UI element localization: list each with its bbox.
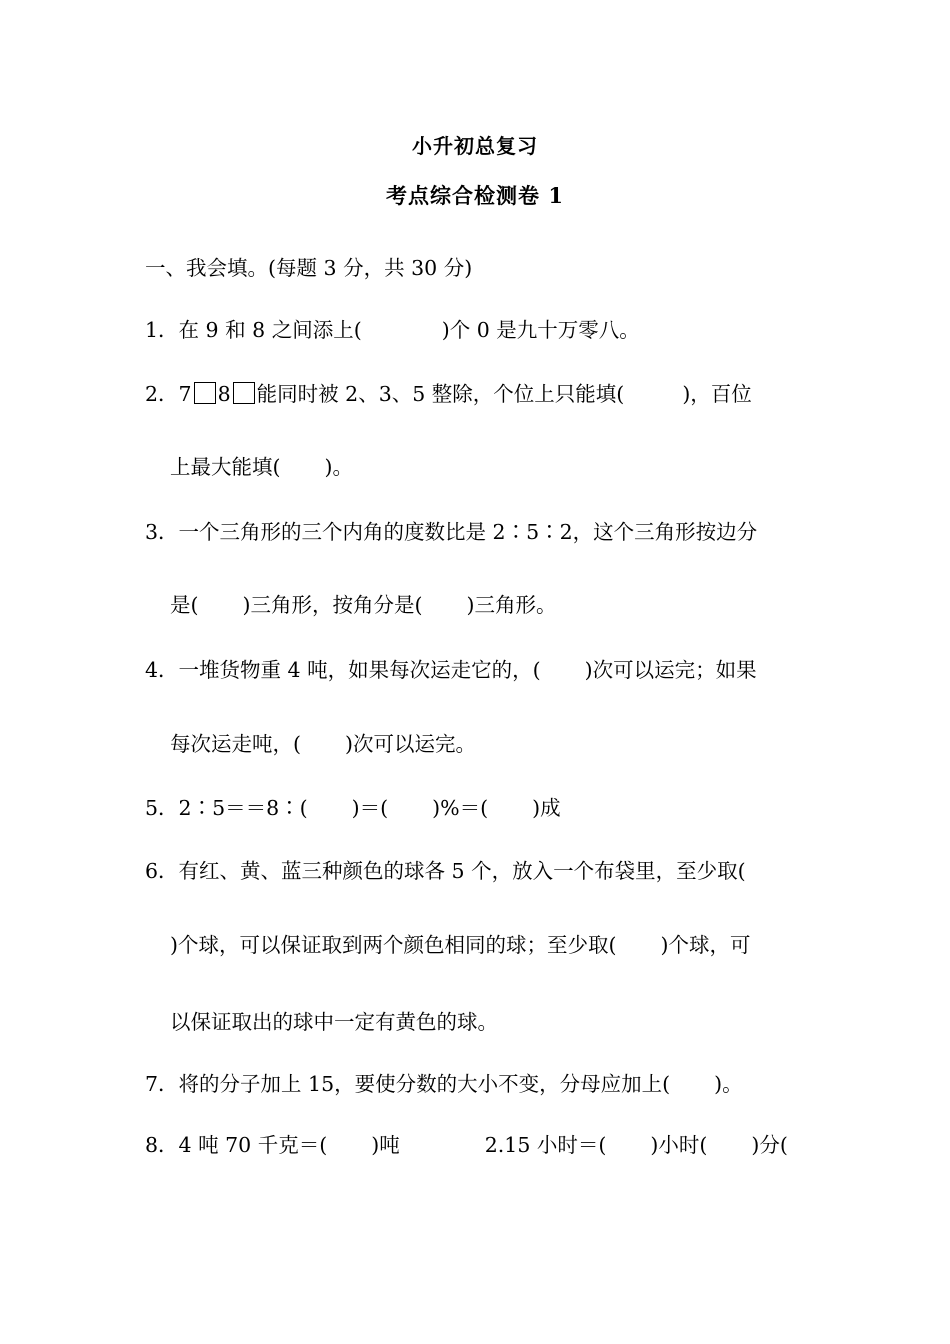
q2-text-c: 能同时被 2、3、5 整除，个位上只能填( — [256, 382, 625, 406]
q3-text-c: )三角形，按角分是( — [242, 593, 423, 617]
question-7 — [145, 1070, 743, 1098]
question-1 — [145, 316, 640, 344]
section-heading: 一、我会填。(每题 3 分，共 30 分) — [145, 256, 473, 280]
q8-text-a: 8．4 吨 70 千克＝( — [145, 1133, 328, 1157]
q4-text-d: )次可以运完。 — [345, 732, 476, 756]
q8-text-d: )小时( — [650, 1133, 708, 1157]
q3-text-a: 3．一个三角形的三个内角的度数比是 2∶5∶2，这个三角形按边分 — [145, 520, 758, 544]
q5-text-b: )＝( — [351, 796, 389, 820]
question-6-cont — [170, 931, 751, 959]
q2-text-a: 2．7 — [145, 382, 192, 406]
answer-box — [194, 382, 216, 404]
q2-text-d: )，百位 — [682, 382, 752, 406]
q2-text-b: 8 — [217, 382, 231, 406]
question-6-cont2 — [170, 1008, 498, 1036]
question-6 — [145, 857, 746, 885]
q8-text-b: )吨 — [371, 1133, 400, 1157]
q3-text-d: )三角形。 — [466, 593, 557, 617]
q6-text-d: 以保证取出的球中一定有黄色的球。 — [170, 1010, 498, 1034]
question-3-cont — [170, 591, 557, 619]
q5-text-d: )成 — [532, 796, 561, 820]
q1-text-a: 1．在 9 和 8 之间添上( — [145, 318, 362, 342]
q7-text-a: 7．将的分子加上 15，要使分数的大小不变，分母应加上( — [145, 1072, 671, 1096]
q8-text-e: )分( — [751, 1133, 788, 1157]
question-3 — [145, 518, 757, 546]
question-2-cont — [170, 453, 353, 481]
q4-text-c: 每次运走吨，( — [170, 732, 301, 756]
q6-text-b: )个球，可以保证取到两个颜色相同的球；至少取( — [170, 933, 617, 957]
q2-text-f: )。 — [324, 455, 353, 479]
answer-box — [233, 382, 255, 404]
q3-text-b: 是( — [170, 593, 199, 617]
q4-text-b: )次可以运完；如果 — [584, 658, 757, 682]
question-5 — [145, 794, 561, 822]
question-4-cont — [170, 730, 476, 758]
question-8 — [145, 1131, 788, 1159]
q1-text-b: )个 0 是九十万零八。 — [441, 318, 640, 342]
q2-text-e: 上最大能填( — [170, 455, 281, 479]
q8-text-c: 2.15 小时＝( — [484, 1133, 607, 1157]
question-2 — [145, 380, 752, 408]
q5-text-c: )%＝( — [432, 796, 489, 820]
q4-text-a: 4．一堆货物重 4 吨，如果每次运走它的，( — [145, 658, 541, 682]
q7-text-b: )。 — [714, 1072, 743, 1096]
q6-text-c: )个球，可 — [660, 933, 751, 957]
question-4 — [145, 656, 757, 684]
page-title: 小升初总复习 — [412, 134, 538, 158]
q6-text-a: 6．有红、黄、蓝三种颜色的球各 5 个，放入一个布袋里，至少取( — [145, 859, 746, 883]
q5-text-a: 5．2∶5＝＝8∶( — [145, 796, 308, 820]
page-subtitle: 考点综合检测卷 1 — [386, 183, 564, 208]
